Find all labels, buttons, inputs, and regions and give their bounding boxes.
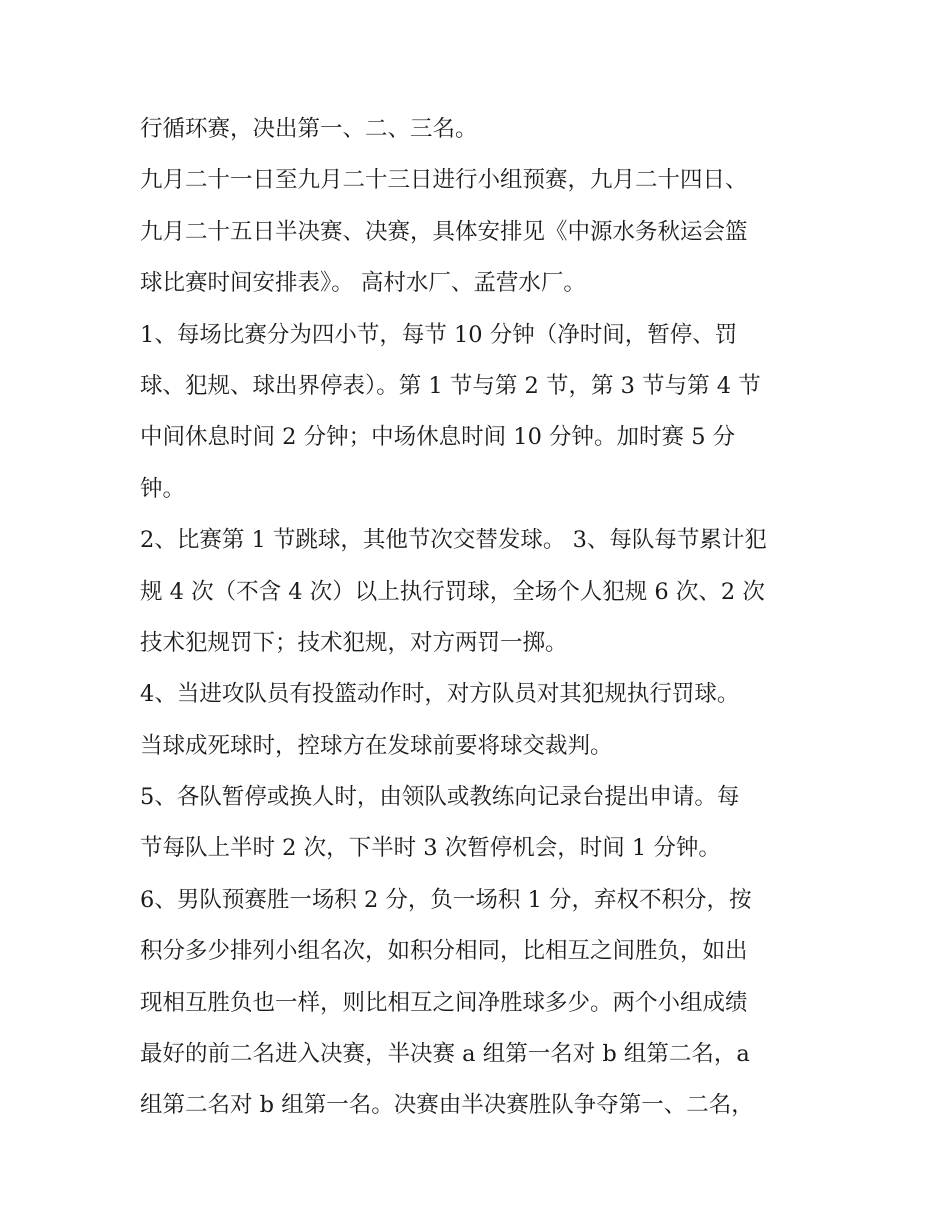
text-line: 最好的前二名进入决赛，半决赛 a 组第一名对 b 组第二名，a	[140, 1041, 750, 1068]
text-line: 球、犯规、球出界停表）。第 1 节与第 2 节，第 3 节与第 4 节	[140, 372, 761, 399]
text-line: 节每队上半时 2 次，下半时 3 次暂停机会，时间 1 分钟。	[140, 835, 721, 862]
text-line: 组第二名对 b 组第一名。决赛由半决赛胜队争夺第一、二名，	[140, 1092, 754, 1119]
text-line: 5、各队暂停或换人时，由领队或教练向记录台提出申请。每	[140, 784, 740, 811]
text-line: 现相互胜负也一样，则比相互之间净胜球多少。两个小组成绩	[140, 989, 748, 1016]
text-line: 积分多少排列小组名次，如积分相同，比相互之间胜负，如出	[140, 938, 748, 965]
text-line: 当球成死球时，控球方在发球前要将球交裁判。	[140, 732, 613, 759]
text-line: 技术犯规罚下；技术犯规，对方两罚一掷。	[140, 629, 568, 656]
text-line: 行循环赛，决出第一、二、三名。	[140, 116, 478, 142]
text-line: 4、当进攻队员有投篮动作时，对方队员对其犯规执行罚球。	[140, 681, 740, 708]
text-line: 1、每场比赛分为四小节，每节 10 分钟（净时间，暂停、罚	[140, 321, 738, 348]
text-line: 中间休息时间 2 分钟；中场休息时间 10 分钟。加时赛 5 分	[140, 424, 736, 451]
text-line: 6、男队预赛胜一场积 2 分，负一场积 1 分，弃权不积分，按	[140, 886, 752, 913]
text-line: 九月二十一日至九月二十三日进行小组预赛，九月二十四日、	[140, 167, 748, 194]
text-line: 规 4 次（不含 4 次）以上执行罚球，全场个人犯规 6 次、2 次	[140, 578, 765, 605]
body-text	[140, 104, 830, 1132]
text-line: 2、比赛第 1 节跳球，其他节次交替发球。 3、每队每节累计犯	[140, 527, 767, 554]
text-line: 球比赛时间安排表》。 高村水厂、孟营水厂。	[140, 270, 586, 297]
text-line: 钟。	[140, 475, 186, 502]
text-line: 九月二十五日半决赛、决赛，具体安排见《中源水务秋运会篮	[140, 218, 748, 245]
